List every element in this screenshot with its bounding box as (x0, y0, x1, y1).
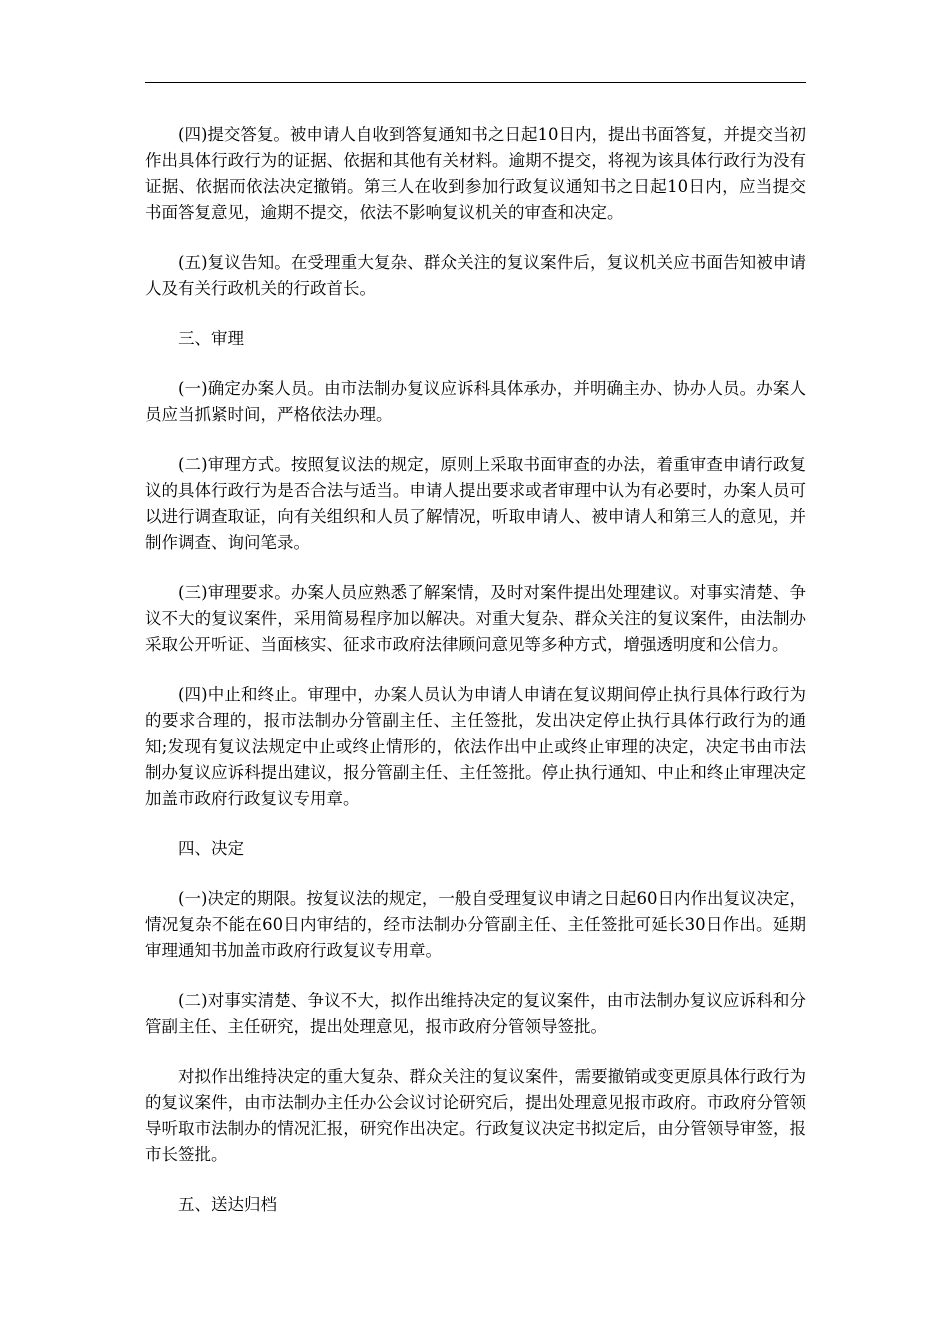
section-heading-delivery-archive: 五、送达归档 (178, 1195, 277, 1214)
header-rule (145, 82, 806, 83)
paragraph-review-notice: (五)复议告知。在受理重大复杂、群众关注的复议案件后，复议机关应书面告知被申请人及有关行政机关的行政首长。 (145, 253, 806, 298)
paragraph-complex-cases: 对拟作出维持决定的重大复杂、群众关注的复议案件，需要撤销或变更原具体行政行为的复议案件，由市法制办主任办公会议讨论研究后，提出处理意见报市政府。市政府分管领导听取市法制办的情况汇报，研究作出决定。行政复议决定书拟定后，由分管领导审签，报市长签批。 (145, 1067, 806, 1164)
paragraph-submit-reply: (四)提交答复。被申请人自收到答复通知书之日起10日内，提出书面答复，并提交当初作出具体行政行为的证据、依据和其他有关材料。逾期不提交，将视为该具体行政行为没有证据、依据而依法决定撤销。第三人在收到参加行政复议通知书之日起10日内，应当提交书面答复意见，逾期不提交，依法不影响复议机关的审查和决定。 (145, 125, 806, 222)
paragraph-decision-deadline: (一)决定的期限。按复议法的规定，一般自受理复议申请之日起60日内作出复议决定，情况复杂不能在60日内审结的，经市法制办分管副主任、主任签批可延长30日作出。延期审理通知书加盖市政府行政复议专用章。 (145, 889, 806, 960)
paragraph-review-requirements: (三)审理要求。办案人员应熟悉了解案情，及时对案件提出处理建议。对事实清楚、争议不大的复议案件，采用简易程序加以解决。对重大复杂、群众关注的复议案件，由法制办采取公开听证、当面核实、征求市政府法律顾问意见等多种方式，增强透明度和公信力。 (145, 583, 806, 654)
paragraph-review-method: (二)审理方式。按照复议法的规定，原则上采取书面审查的办法，着重审查申请行政复议的具体行政行为是否合法与适当。申请人提出要求或者审理中认为有必要时，办案人员可以进行调查取证，向有关组织和人员了解情况，听取申请人、被申请人和第三人的意见，并制作调查、询问笔录。 (145, 455, 806, 552)
document-body (145, 122, 806, 1242)
section-heading-decision: 四、决定 (178, 839, 244, 858)
paragraph-assign-staff: (一)确定办案人员。由市法制办复议应诉科具体承办，并明确主办、协办人员。办案人员应当抓紧时间，严格依法办理。 (145, 379, 806, 424)
paragraph-suspension-termination: (四)中止和终止。审理中，办案人员认为申请人申请在复议期间停止执行具体行政行为的要求合理的，报市法制办分管副主任、主任签批，发出决定停止执行具体行政行为的通知;发现有复议法规定中止或终止情形的，依法作出中止或终止审理的决定，决定书由市法制办复议应诉科提出建议，报分管副主任、主任签批。停止执行通知、中止和终止审理决定加盖市政府行政复议专用章。 (145, 685, 806, 808)
paragraph-simple-cases: (二)对事实清楚、争议不大，拟作出维持决定的复议案件，由市法制办复议应诉科和分管副主任、主任研究，提出处理意见，报市政府分管领导签批。 (145, 991, 806, 1036)
section-heading-review: 三、审理 (178, 329, 244, 348)
